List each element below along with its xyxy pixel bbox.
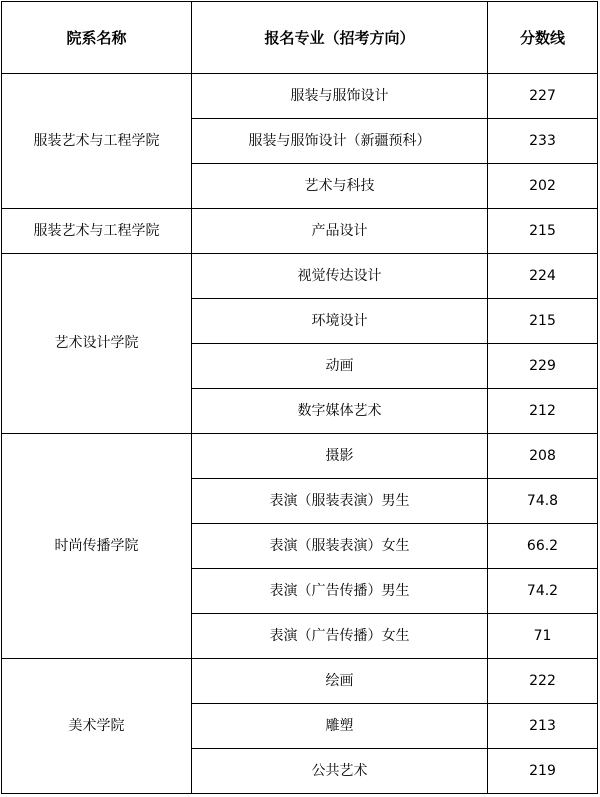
major-cell: 服装与服饰设计（新疆预科） (192, 119, 488, 164)
header-major: 报名专业（招考方向） (192, 2, 488, 74)
major-cell: 表演（广告传播）女生 (192, 614, 488, 659)
score-table (1, 1, 598, 794)
score-cell: 224 (488, 254, 598, 299)
college-cell: 服装艺术与工程学院 (2, 74, 192, 209)
major-cell: 雕塑 (192, 704, 488, 749)
score-cell: 215 (488, 299, 598, 344)
score-cell: 71 (488, 614, 598, 659)
major-cell: 数字媒体艺术 (192, 389, 488, 434)
header-college: 院系名称 (2, 2, 192, 74)
score-cell: 227 (488, 74, 598, 119)
score-cell: 202 (488, 164, 598, 209)
header-score: 分数线 (488, 2, 598, 74)
table-row (2, 74, 598, 119)
score-cell: 74.2 (488, 569, 598, 614)
header-row (2, 2, 598, 74)
score-cell: 213 (488, 704, 598, 749)
table-row (2, 209, 598, 254)
major-cell: 产品设计 (192, 209, 488, 254)
major-cell: 服装与服饰设计 (192, 74, 488, 119)
table-row (2, 254, 598, 299)
score-cell: 74.8 (488, 479, 598, 524)
major-cell: 公共艺术 (192, 749, 488, 794)
table-row (2, 659, 598, 704)
major-cell: 艺术与科技 (192, 164, 488, 209)
score-cell: 219 (488, 749, 598, 794)
college-cell: 美术学院 (2, 659, 192, 794)
major-cell: 表演（服装表演）男生 (192, 479, 488, 524)
college-cell: 艺术设计学院 (2, 254, 192, 434)
major-cell: 动画 (192, 344, 488, 389)
score-cell: 66.2 (488, 524, 598, 569)
major-cell: 表演（服装表演）女生 (192, 524, 488, 569)
college-cell: 时尚传播学院 (2, 434, 192, 659)
major-cell: 摄影 (192, 434, 488, 479)
college-cell: 服装艺术与工程学院 (2, 209, 192, 254)
major-cell: 绘画 (192, 659, 488, 704)
score-cell: 212 (488, 389, 598, 434)
major-cell: 视觉传达设计 (192, 254, 488, 299)
score-cell: 215 (488, 209, 598, 254)
score-cell: 229 (488, 344, 598, 389)
score-cell: 208 (488, 434, 598, 479)
score-cell: 233 (488, 119, 598, 164)
major-cell: 表演（广告传播）男生 (192, 569, 488, 614)
table-row (2, 434, 598, 479)
score-cell: 222 (488, 659, 598, 704)
major-cell: 环境设计 (192, 299, 488, 344)
